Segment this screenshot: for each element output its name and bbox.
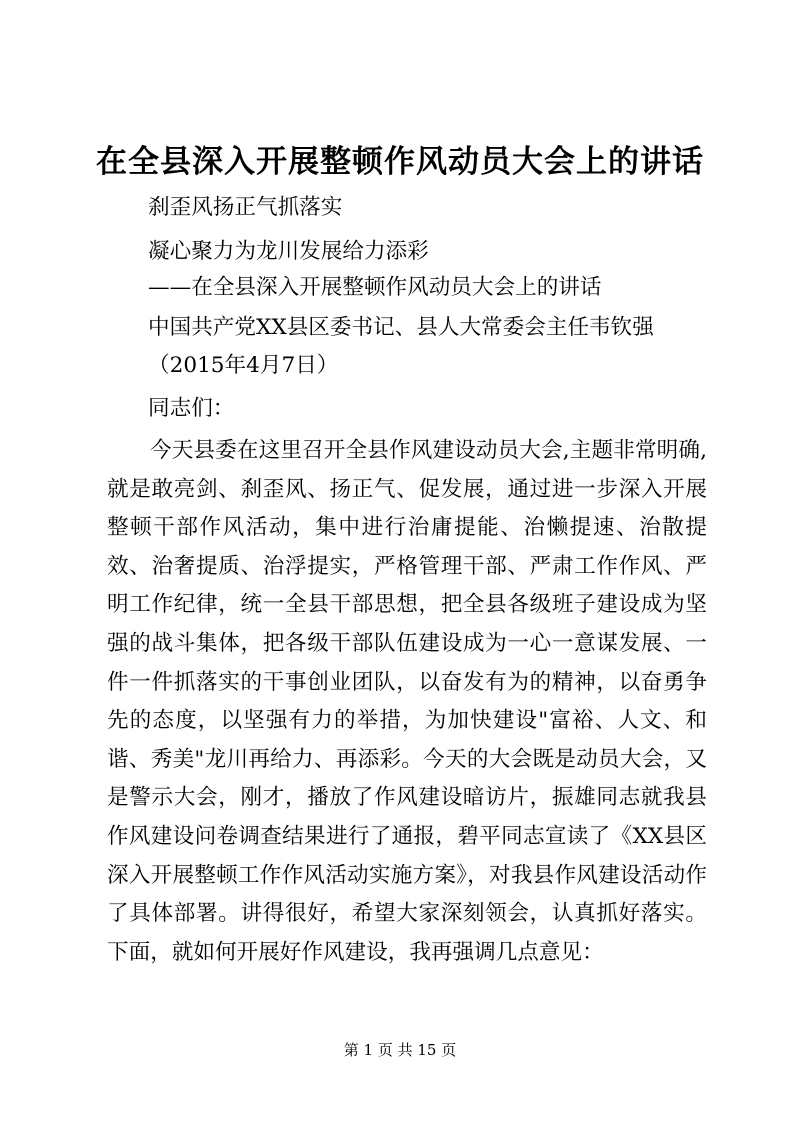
salutation: 同志们： [148,396,235,421]
date-line: （2015年4月7日） [148,353,339,378]
subtitle-line-3: ——在全县深入开展整顿作风动员大会上的讲话 [148,275,602,300]
document-title: 在全县深入开展整顿作风动员大会上的讲话 [96,144,704,180]
subtitle-line-1: 刹歪风扬正气抓落实 [148,195,343,220]
body-paragraph: 今天县委在这里召开全县作风建设动员大会,主题非常明确,就是敢亮剑、刹歪风、扬正气、促发展，通过进一步深入开展整顿干部作风活动，集中进行治庸提能、治懒提速、治散提效、治奢提质、治浮提实，严格管理干部、严肃工作作风、严明工作纪律，统一全县干部思想，把全县各级班子建设成为坚强的战斗集体，把各级干部队伍建设成为一心一意谋发展、一件一件抓落实的干事创业团队，以奋发有为的精神，以奋勇争先的态度，以坚强有力的举措，为加快建设"富裕、人文、和谐、秀美"龙川再给力、再添彩。今天的大会既是动员大会，又是警示大会，刚才，播放了作风建设暗访片，振雄同志就我县作风建设问卷调查结果进行了通报，碧平同志宣读了《XX县区深入开展整顿工作作风活动实施方案》，对我县作风建设活动作了具体部署。讲得很好，希望大家深刻领会，认真抓好落实。下面，就如何开展好作风建设，我再强调几点意见： [107,438,707,965]
subtitle-line-2: 凝心聚力为龙川发展给力添彩 [148,239,429,264]
page-footer: 第 1 页 共 15 页 [343,1041,457,1059]
speaker-line: 中国共产党XX县区委书记、县人大常委会主任韦钦强 [148,315,654,340]
